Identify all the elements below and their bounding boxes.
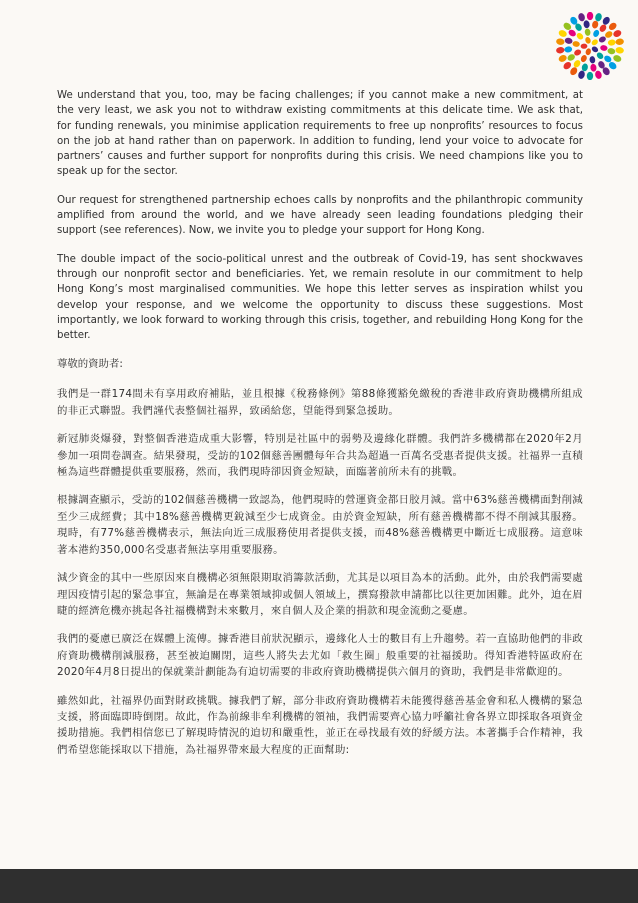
logo-hand-mark <box>598 23 607 33</box>
logo-hand-mark <box>592 29 600 38</box>
logo-hand-mark <box>591 20 599 29</box>
colorful-hands-logo-icon <box>556 12 624 80</box>
logo-hand-mark <box>584 36 591 44</box>
chinese-salutation: 尊敬的資助者: <box>57 358 123 371</box>
english-paragraph-1: We understand that you, too, may be facing challenges; if you cannot make a new commitment, at the very least, we ask you not to withdraw existing commitments at this delicate time. We ask that, for funding renewals, you minimise application requirements to free up nonprofits’ resources to focus on the job at hand rather than on paperwork. In addition to funding, lend your voice to advocate for partners’ causes and further support for nonprofits during this crisis. We need champions like you to speak up for the sector. <box>57 90 583 178</box>
logo-hand-mark <box>577 12 585 22</box>
logo-hand-mark <box>556 46 565 54</box>
logo-hand-mark <box>615 47 624 55</box>
logo-hand-mark <box>569 66 579 76</box>
english-paragraph-3: The double impact of the socio-political unrest and the outbreak of Covid-19, has sent shockwaves through our nonprofit sector and beneficiaries. Yet, we remain resolute in our commitment to help Hong Kong’s most marginalised communities. We hope this letter serves as inspiration whilst you develop your response, and we welcome the opportunity to discuss these suggestions. Most importantly, we look forward to working through this crisis, together, and rebuilding Hong Kong for the better. <box>57 253 583 342</box>
logo-hand-mark <box>600 45 608 52</box>
chinese-paragraph-6: 雖然如此，社福界仍面對財政挑戰。據我們了解，部分非政府資助機構若未能獲得慈善基金會和私人機構的緊急支援，將面臨即時倒閉。故此，作為前線非牟利機構的領袖，我們需要齊心協力呼籲社會各界立即採取各項資金援助措施。我們相信您已了解現時情況的迫切和嚴重性，並正在尋找最有效的紓緩方法。本著攜手合作精神，我們希望您能採取以下措施，為社福界帶來最大程度的正面幫助: <box>57 694 583 756</box>
logo-hand-mark <box>590 38 599 46</box>
footer-bar <box>0 869 638 903</box>
logo-hand-mark <box>572 41 580 48</box>
logo-hand-mark <box>572 59 581 69</box>
logo-hand-mark <box>577 70 585 80</box>
logo-hand-mark <box>607 47 616 55</box>
logo-hand-mark <box>612 54 622 63</box>
logo-hand-mark <box>601 16 611 26</box>
logo-hand-mark <box>594 12 602 22</box>
logo-hand-mark <box>558 54 568 63</box>
logo-hand-mark <box>591 45 600 53</box>
english-paragraph-2: Our request for strengthened partnership echoes calls by nonprofits and the philanthropic community amplified from around the world, and we have already seen leading foundations pledging their support (see references). Now, we invite you to pledge your support for Hong Kong. <box>57 194 583 237</box>
logo-hand-mark <box>558 29 568 38</box>
logo-hand-mark <box>595 51 604 60</box>
chinese-paragraph-1: 我們是一群174間未有享用政府補貼，並且根據《稅務條例》第88條獲豁免繳稅的香港非政府資助機構所組成的非正式聯盟。我們謹代表整個社福界，致函給您，望能得到緊急援助。 <box>57 388 583 417</box>
chinese-paragraph-3: 根據調查顯示，受訪的102個慈善機構一致認為，他們現時的營運資金都日㬵月減。當中63%慈善機構面對削減至少三成經費；其中18%慈善機構更銳減至少七成資金。由於資金短缺，所有慈善機構都不得不削減其服務。現時，有77%慈善機構表示，無法向近三成服務使用者提供支援，而48%慈善機構更中斷近七成服務。這意味著本港約350,000名受惠者無法享用重要服務。 <box>57 494 583 556</box>
logo-hand-mark <box>594 70 602 80</box>
logo-hand-mark <box>580 54 588 63</box>
chinese-paragraph-5: 我們的憂慮已廣泛在媒體上流傳。據香港目前狀況顯示，邊緣化人士的數目有上升趨勢。若一直協助他們的非政府資助機構削減服務，甚至被迫關閉，這些人將失去尤如「救生圈」般重要的社福援助。得知香港特區政府在2020年4月8日提出的保就業計劃能為有迫切需要的非政府資助機構提供六個月的資助，我們是非常歡迎的。 <box>57 633 583 679</box>
logo-hand-mark <box>581 63 589 72</box>
logo-hand-mark <box>612 29 622 38</box>
logo-hand-mark <box>584 28 591 36</box>
logo-hand-mark <box>556 38 565 46</box>
chinese-paragraph-4: 減少資金的其中一些原因來自機構必須無限期取消籌款活動，尤其是以項目為本的活動。此外，由於我們需要處理因疫情引起的緊急事宜，無論是在專業領域抑或個人領域上，撰寫撥款申請都比以往更加困難。此外，迫在眉睫的經濟危機亦挑起各社福機構對未來數月，來自個人及企業的捐款和現金流動之憂慮。 <box>57 572 583 617</box>
logo-hand-mark <box>607 39 616 46</box>
logo-hand-mark <box>615 38 624 46</box>
logo-hand-mark <box>607 21 617 31</box>
letter-body <box>57 88 583 770</box>
logo-hand-mark <box>564 46 573 53</box>
logo-hand-mark <box>585 48 592 56</box>
chinese-paragraph-2: 新冠肺炎爆發，對整個香港造成重大影響，特別是社區中的弱勢及邊緣化群體。我們許多機構都在2020年2月參加一項問卷調查。結果發現，受訪的102個慈善團體每年合共為超過一百萬名受惠者提供支援。社福界一直積極為這些群體提供重要服務，然而，我們現時卻因資金短缺，面臨著前所未有的挑戰。 <box>57 433 583 479</box>
logo-hand-mark <box>587 72 593 80</box>
logo-hand-mark <box>590 63 597 72</box>
logo-hand-mark <box>562 60 572 70</box>
logo-hand-mark <box>575 32 584 41</box>
logo-hand-mark <box>587 12 593 20</box>
logo-hand-mark <box>583 20 590 29</box>
logo-hand-mark <box>589 56 596 64</box>
logo-hand-mark <box>581 43 588 48</box>
logo-hand-mark <box>564 37 573 45</box>
